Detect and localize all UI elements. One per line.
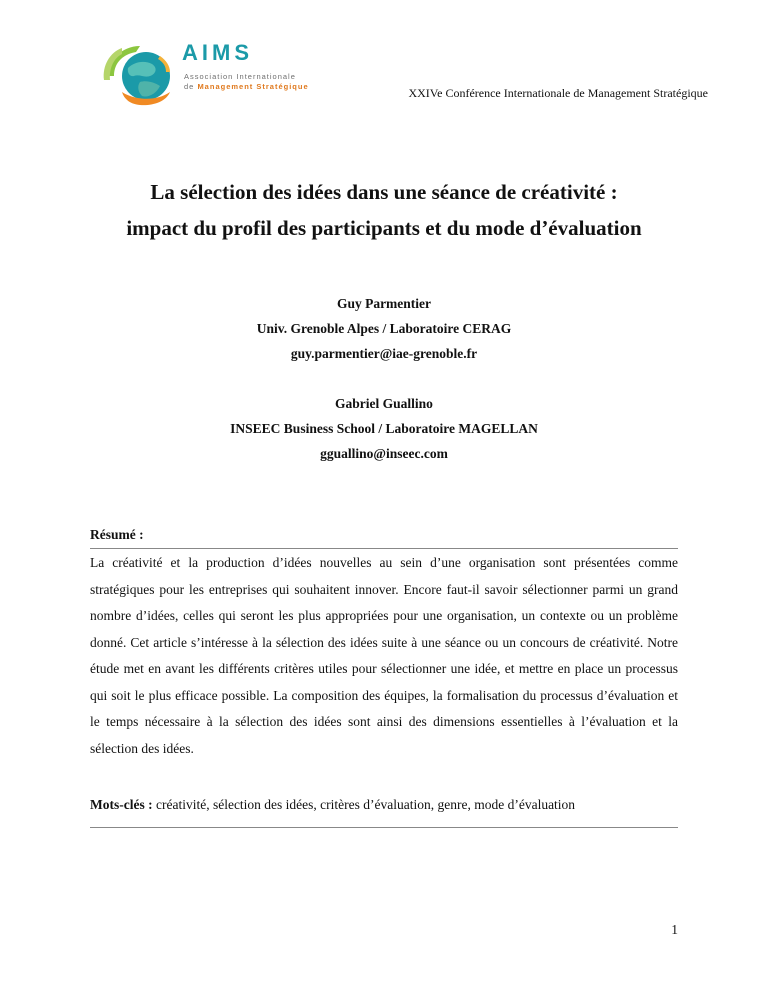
conference-header: XXIVe Conférence Internationale de Management Stratégique [408, 86, 708, 100]
title-line-1: La sélection des idées dans une séance de créativité : [150, 180, 618, 204]
globe-icon [100, 42, 180, 106]
divider [90, 827, 678, 828]
author-email: gguallino@inseec.com [320, 446, 448, 461]
keywords-label: Mots-clés : [90, 797, 153, 812]
author-affiliation: Univ. Grenoble Alpes / Laboratoire CERAG [256, 321, 512, 336]
author-name: Gabriel Guallino [335, 396, 433, 411]
page-number: 1 [671, 922, 678, 937]
author-name: Guy Parmentier [336, 296, 432, 311]
logo-tagline-2: de Management Stratégique [184, 82, 309, 91]
logo-tagline-1: Association Internationale [184, 72, 296, 81]
logo-wordmark: AIMS [182, 40, 253, 65]
paper-title [0, 174, 768, 246]
keywords-text: créativité, sélection des idées, critères d’évaluation, genre, mode d’évaluation [155, 797, 576, 812]
abstract-label: Résumé : [90, 527, 144, 542]
author-affiliation: INSEEC Business School / Laboratoire MAGELLAN [230, 421, 538, 436]
title-line-2: impact du profil des participants et du mode d’évaluation [126, 216, 642, 240]
keywords [90, 797, 575, 813]
aims-logo [100, 38, 315, 108]
abstract-text: La créativité et la production d’idées nouvelles au sein d’une organisation sont présentées comme stratégiques pour les entreprises qui souhaitent innover. Encore faut-il savoir sélectionner parmi un grand nombre d’idées, celles qui seront les plus appropriées pour une organisation, un contexte ou un problème donné. Cet article s’intéresse à la sélection des idées suite à une séance ou un concours de créativité. Notre étude met en avant les différents critères utiles pour sélectionner une idée, et mettre en place un processus qui soit le plus efficace possible. La composition des équipes, la formalisation du processus d’évaluation et le temps nécessaire à la sélection des idées sont ainsi des dimensions essentielles à l’évaluation et la sélection des idées. [90, 555, 678, 756]
divider [90, 548, 678, 549]
author-email: guy.parmentier@iae-grenoble.fr [290, 346, 478, 361]
